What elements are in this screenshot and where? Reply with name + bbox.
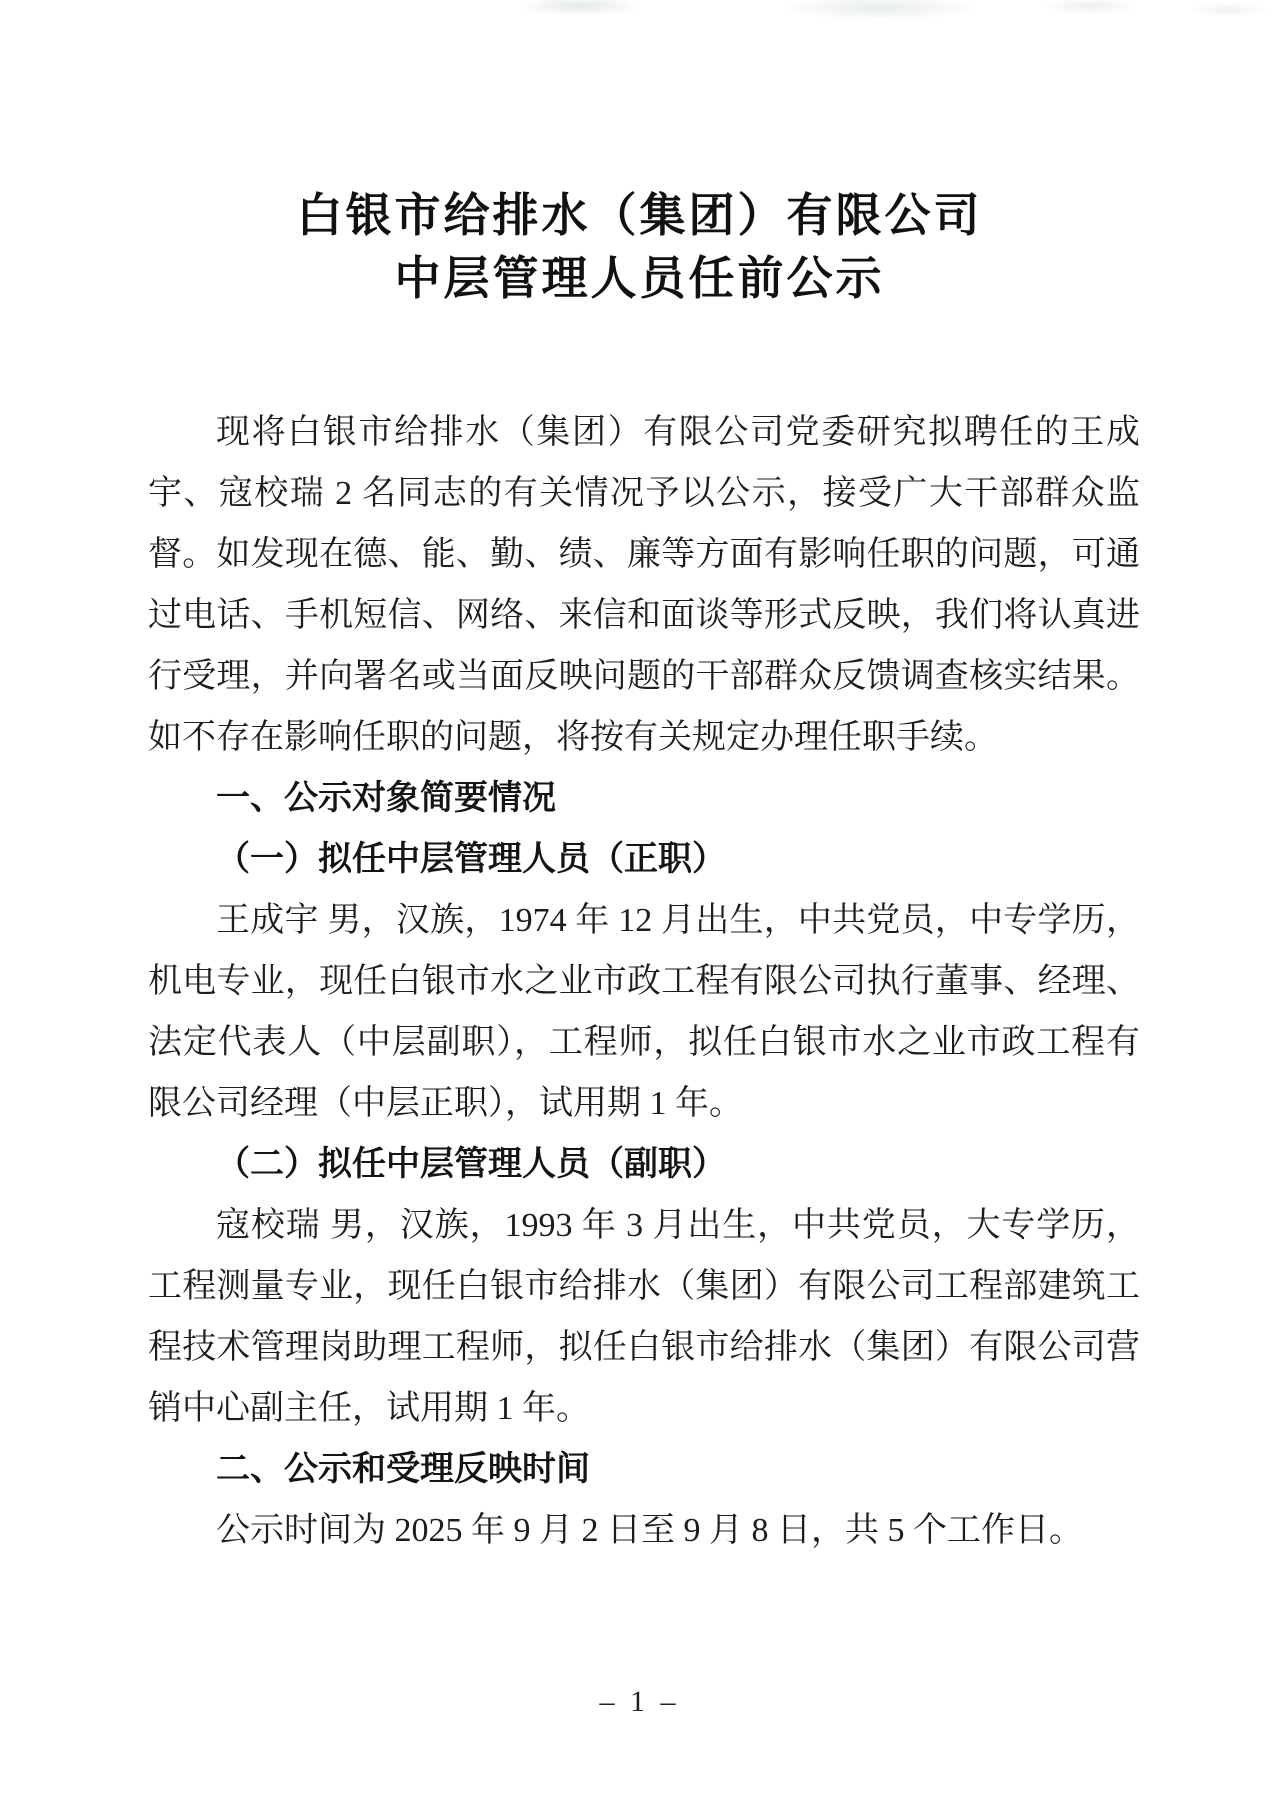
- publicity-time-paragraph: 公示时间为 2025 年 9 月 2 日至 9 月 8 日，共 5 个工作日。: [216, 1512, 1083, 1549]
- person-2-paragraph: 寇校瑞 男，汉族，1993 年 3 月出生，中共党员，大专学历，工程测量专业，现任白银市给排水（集团）有限公司工程部建筑工程技术管理岗助理工程师，拟任白银市给排水（集团）有限公司营销中心副主任，试用期 1 年。: [148, 1207, 1140, 1427]
- title-line-1: 白银市给排水（集团）有限公司: [296, 190, 983, 241]
- section-1-subheading-1: （一）拟任中层管理人员（正职）: [216, 841, 726, 878]
- section-2-heading: 二、公示和受理反映时间: [216, 1450, 590, 1488]
- section-1-subheading-2: （二）拟任中层管理人员（副职）: [216, 1146, 726, 1183]
- section-1-heading: 一、公示对象简要情况: [216, 779, 556, 817]
- document-title: [0, 184, 1279, 310]
- person-1-paragraph: 王成宇 男，汉族，1974 年 12 月出生，中共党员，中专学历，机电专业，现任白银市水之业市政工程有限公司执行董事、经理、法定代表人（中层副职），工程师，拟任白银市水之业市政工程有限公司经理（中层正职），试用期 1 年。: [148, 902, 1140, 1122]
- intro-paragraph: 现将白银市给排水（集团）有限公司党委研究拟聘任的王成宇、寇校瑞 2 名同志的有关情况予以公示，接受广大干部群众监督。如发现在德、能、勤、绩、廉等方面有影响任职的问题，可通过电话、手机短信、网络、来信和面谈等形式反映，我们将认真进行受理，并向署名或当面反映问题的干部群众反馈调查核实结果。如不存在影响任职的问题，将按有关规定办理任职手续。: [148, 414, 1140, 756]
- page-number: – 1 –: [599, 1685, 680, 1718]
- scan-artifact: [0, 0, 1279, 70]
- document-body: [148, 402, 1140, 1561]
- title-line-2: 中层管理人员任前公示: [394, 253, 885, 304]
